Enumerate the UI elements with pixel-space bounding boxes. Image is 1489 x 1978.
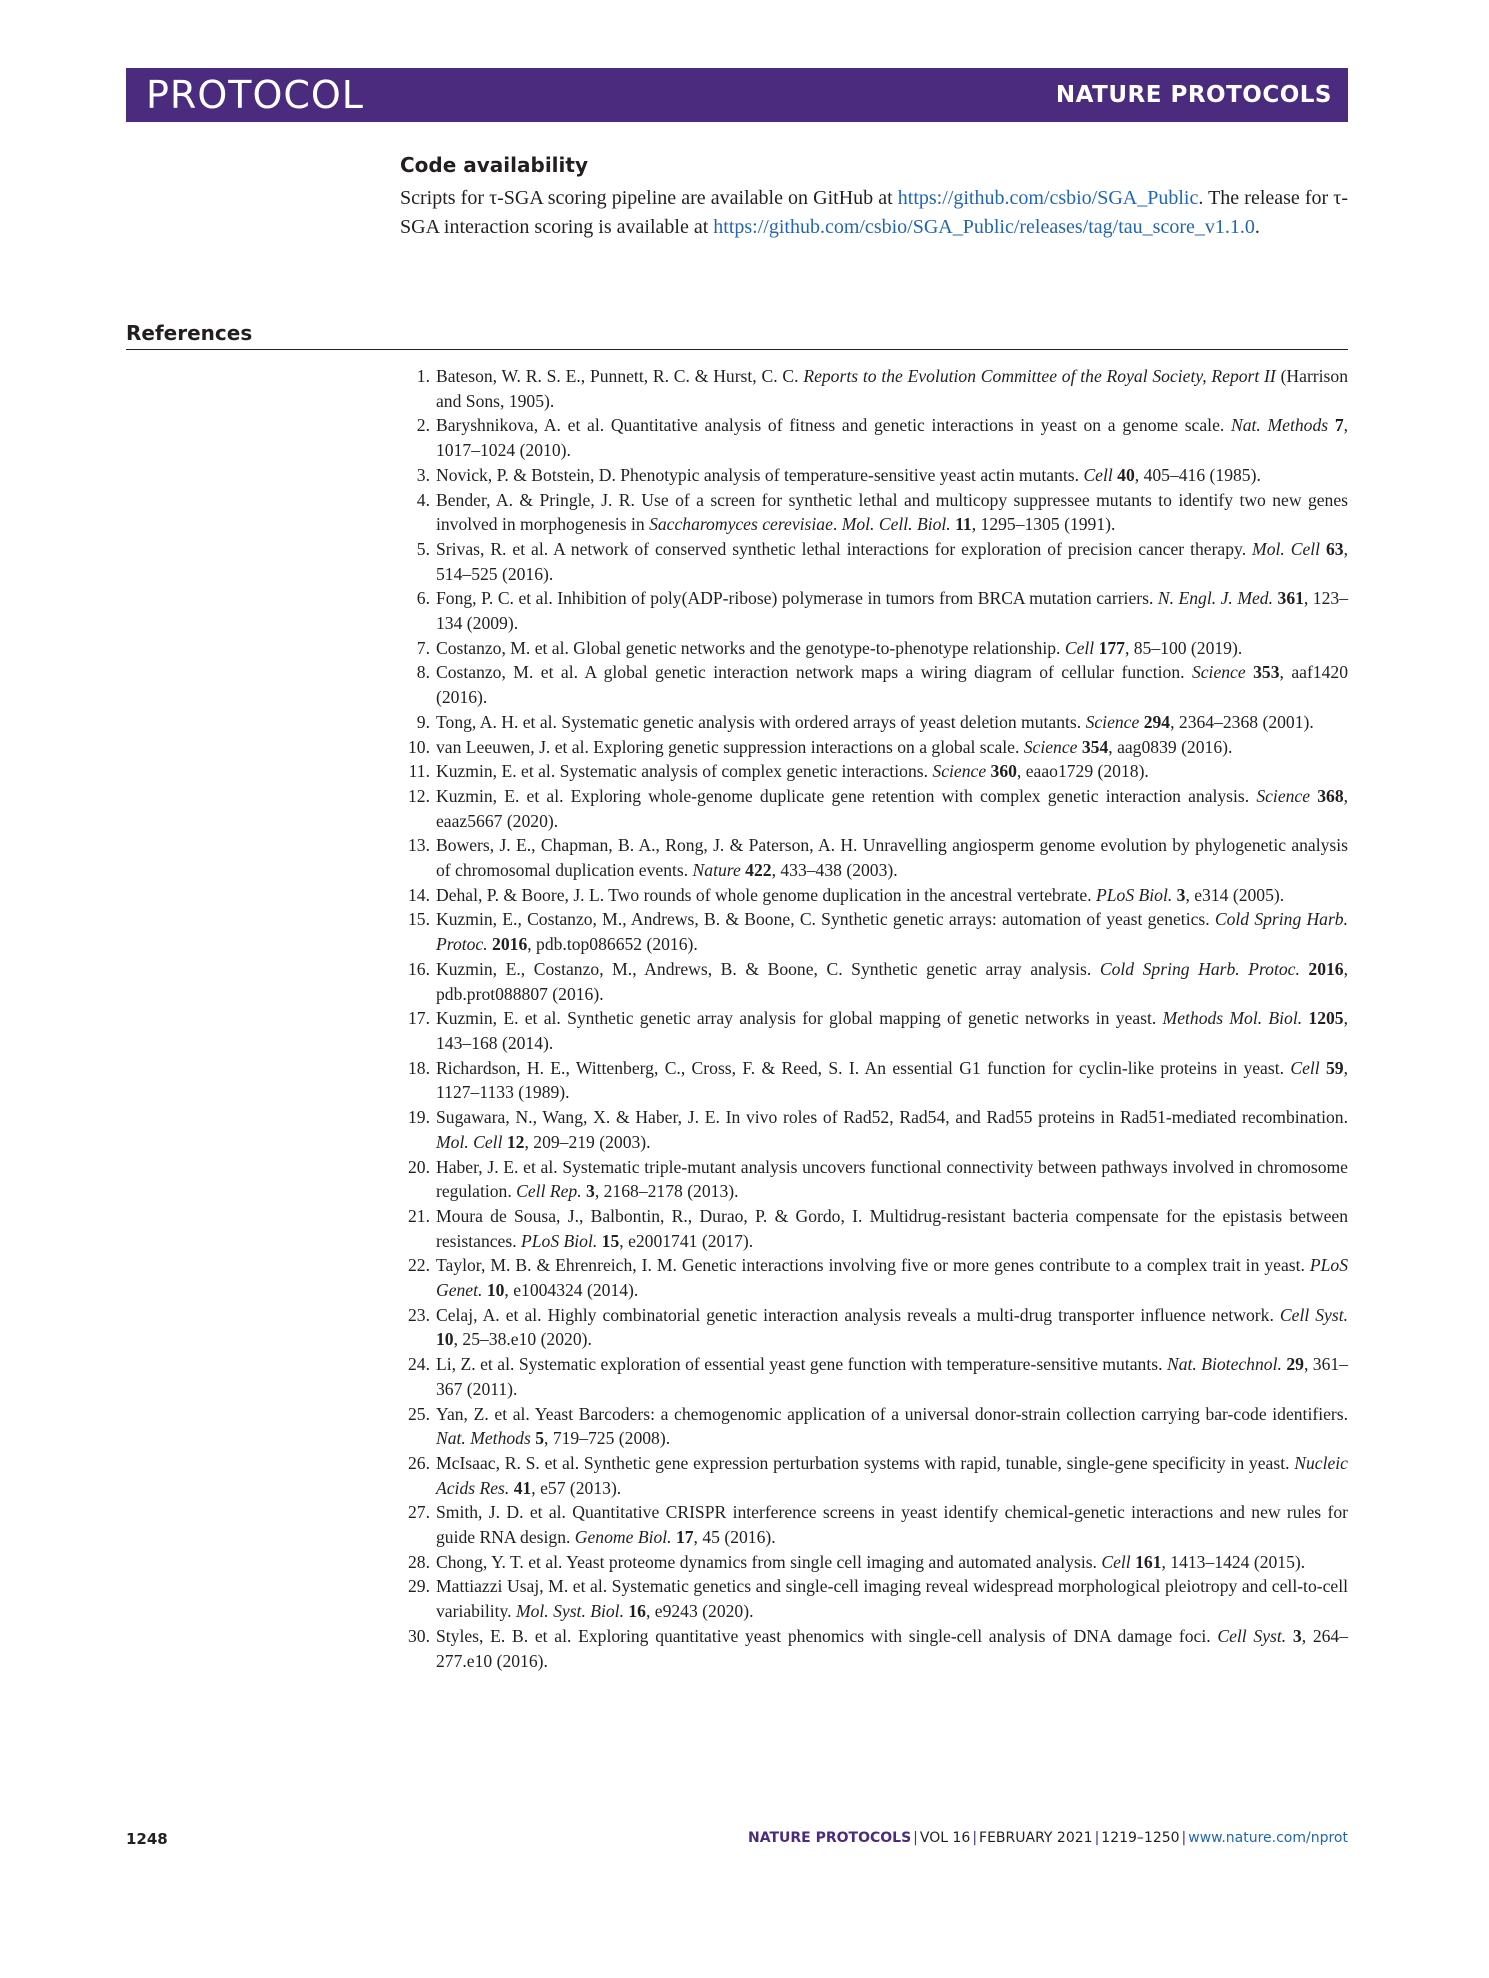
reference-text: Richardson, H. E., Wittenberg, C., Cross, F. & Reed, S. I. An essential G1 function for cyclin-like proteins in yeast. Cell 59, 1127–1133 (1989). [436,1057,1348,1103]
reference-item [400,1006,1348,1055]
footer-separator: | [913,1830,918,1846]
reference-item [400,784,1348,833]
reference-number: 17. [408,1008,430,1029]
reference-text: Fong, P. C. et al. Inhibition of poly(ADP-ribose) polymerase in tumors from BRCA mutation carriers. N. Engl. J. Med. 361, 123–134 (2009). [436,588,1348,634]
reference-number: 26. [408,1452,430,1473]
reference-item [400,1303,1348,1352]
reference-item [400,759,1348,784]
page-number: 1248 [126,1830,168,1848]
reference-number: 9. [416,711,430,732]
reference-number: 27. [408,1502,430,1523]
reference-item [400,883,1348,908]
reference-item [400,957,1348,1006]
reference-text: Kuzmin, E. et al. Systematic analysis of complex genetic interactions. Science 360, eaao1729 (2018). [436,761,1149,782]
reference-text: Mattiazzi Usaj, M. et al. Systematic genetics and single-cell imaging reveal widespread morphological pleiotropy and cell-to-cell variability. Mol. Syst. Biol. 16, e9243 (2020). [436,1576,1348,1622]
reference-text: Sugawara, N., Wang, X. & Haber, J. E. In vivo roles of Rad52, Rad54, and Rad55 proteins in Rad51-mediated recombination. Mol. Cell 12, 209–219 (2003). [436,1107,1348,1152]
section-label: PROTOCOL [146,73,364,117]
reference-text: Novick, P. & Botstein, D. Phenotypic analysis of temperature-sensitive yeast actin mutants. Cell 40, 405–416 (1985). [436,464,1261,485]
reference-item [400,463,1348,488]
code-text-3: . [1254,216,1260,238]
reference-item [400,660,1348,709]
reference-item [400,735,1348,760]
reference-text: Moura de Sousa, J., Balbontin, R., Durao, P. & Gordo, I. Multidrug-resistant bacteria compensate for the epistasis between resistances. PLoS Biol. 15, e2001741 (2017). [436,1205,1348,1251]
reference-number: 16. [408,958,430,979]
footer-volume: VOL 16 [919,1830,971,1846]
footer-citation [748,1830,1348,1846]
reference-item [400,537,1348,586]
reference-item [400,907,1348,956]
reference-text: Costanzo, M. et al. Global genetic networks and the genotype-to-phenotype relationship. Cell 177, 85–100 (2019). [436,637,1243,658]
release-link[interactable]: https://github.com/csbio/SGA_Public/releases/tag/tau_score_v1.1.0 [713,216,1255,238]
reference-list [400,364,1348,1673]
reference-text: Baryshnikova, A. et al. Quantitative analysis of fitness and genetic interactions in yeast on a genome scale. Nat. Methods 7, 1017–1024 (2010). [436,415,1349,461]
reference-text: Kuzmin, E. et al. Synthetic genetic array analysis for global mapping of genetic networks in yeast. Methods Mol. Biol. 1205, 143–168 (2014). [436,1008,1348,1053]
reference-item [400,364,1348,413]
reference-text: Bowers, J. E., Chapman, B. A., Rong, J. & Paterson, A. H. Unravelling angiosperm genome evolution by phylogenetic analysis of chromosomal duplication events. Nature 422, 433–438 (2003). [436,835,1348,881]
reference-text: Chong, Y. T. et al. Yeast proteome dynamics from single cell imaging and automated analysis. Cell 161, 1413–1424 (2015). [436,1551,1306,1572]
reference-number: 12. [408,785,430,806]
reference-number: 6. [416,588,430,609]
reference-text: Celaj, A. et al. Highly combinatorial genetic interaction analysis reveals a multi-drug transporter influence network. Cell Syst. 10, 25–38.e10 (2020). [436,1304,1349,1350]
reference-text: Bender, A. & Pringle, J. R. Use of a screen for synthetic lethal and multicopy suppressee mutants to identify two new genes involved in morphogenesis in Saccharomyces cerevisiae. Mol. Cell. Biol. 11, 1295–1305 (1991). [436,489,1348,535]
reference-number: 22. [408,1255,430,1276]
reference-number: 10. [408,736,430,757]
reference-text: Tong, A. H. et al. Systematic genetic analysis with ordered arrays of yeast deletion mutants. Science 294, 2364–2368 (2001). [436,711,1314,732]
reference-text: Styles, E. B. et al. Exploring quantitative yeast phenomics with single-cell analysis of DNA damage foci. Cell Syst. 3, 264–277.e10 (2016). [436,1625,1349,1671]
reference-text: Dehal, P. & Boore, J. L. Two rounds of whole genome duplication in the ancestral vertebrate. PLoS Biol. 3, e314 (2005). [436,884,1285,905]
reference-item [400,636,1348,661]
footer-journal: NATURE PROTOCOLS [747,1830,912,1846]
header-bar [126,68,1348,122]
reference-item [400,1253,1348,1302]
reference-text: Costanzo, M. et al. A global genetic interaction network maps a wiring diagram of cellular function. Science 353, aaf1420 (2016). [436,662,1348,708]
footer-separator: | [1181,1830,1187,1846]
code-text-1: Scripts for τ-SGA scoring pipeline are available on GitHub at [400,187,898,209]
reference-number: 28. [408,1551,430,1572]
reference-number: 21. [408,1205,430,1226]
reference-number: 3. [416,464,430,485]
reference-number: 7. [416,637,430,658]
code-text-2: . The release for τ-SGA interaction scoring is available at [400,187,1349,238]
reference-number: 14. [408,884,430,905]
reference-item [400,1155,1348,1204]
reference-item [400,1451,1348,1500]
reference-text: Bateson, W. R. S. E., Punnett, R. C. & Hurst, C. C. Reports to the Evolution Committee of the Royal Society, Report II (Harrison and Sons, 1905). [436,366,1348,411]
reference-number: 5. [416,538,430,559]
reference-item [400,1056,1348,1105]
reference-number: 13. [408,835,430,856]
reference-item [400,1105,1348,1154]
reference-text: Srivas, R. et al. A network of conserved synthetic lethal interactions for exploration of precision cancer therapy. Mol. Cell 63, 514–525 (2016). [436,538,1348,584]
reference-item [400,1550,1348,1575]
reference-item [400,1574,1348,1623]
reference-item [400,710,1348,735]
reference-text: Kuzmin, E. et al. Exploring whole-genome duplicate gene retention with complex genetic interaction analysis. Science 368, eaaz5667 (2020). [436,785,1349,831]
references-heading: References [126,320,1348,350]
reference-number: 18. [408,1057,430,1078]
reference-number: 4. [416,489,430,510]
footer-pages: 1219–1250 [1101,1830,1180,1846]
reference-number: 15. [408,909,430,930]
reference-text: McIsaac, R. S. et al. Synthetic gene expression perturbation systems with rapid, tunable, single-gene specificity in yeast. Nucleic Acids Res. 41, e57 (2013). [436,1452,1348,1498]
reference-item [400,413,1348,462]
reference-text: Yan, Z. et al. Yeast Barcoders: a chemogenomic application of a universal donor-strain collection carrying bar-code identifiers. Nat. Methods 5, 719–725 (2008). [436,1403,1348,1449]
reference-item [400,488,1348,537]
reference-item [400,1500,1348,1549]
reference-text: Kuzmin, E., Costanzo, M., Andrews, B. & Boone, C. Synthetic genetic array analysis. Cold Spring Harb. Protoc. 2016, pdb.prot088807 (2016). [436,958,1348,1004]
reference-number: 30. [408,1625,430,1646]
reference-text: Smith, J. D. et al. Quantitative CRISPR interference screens in yeast identify chemical-genetic interactions and new rules for guide RNA design. Genome Biol. 17, 45 (2016). [436,1502,1348,1548]
footer-separator: | [1094,1830,1100,1846]
reference-text: Taylor, M. B. & Ehrenreich, I. M. Genetic interactions involving five or more genes contribute to a complex trait in yeast. PLoS Genet. 10, e1004324 (2014). [436,1255,1348,1301]
reference-text: Kuzmin, E., Costanzo, M., Andrews, B. & Boone, C. Synthetic genetic arrays: automation of yeast genetics. Cold Spring Harb. Protoc. 2016, pdb.top086652 (2016). [436,909,1349,955]
code-availability-section [400,152,1348,242]
reference-number: 1. [416,366,430,386]
reference-item [400,833,1348,882]
reference-text: Li, Z. et al. Systematic exploration of essential yeast gene function with temperature-sensitive mutants. Nat. Biotechnol. 29, 361–367 (2011). [436,1354,1348,1399]
reference-item [400,1352,1348,1401]
reference-item [400,586,1348,635]
github-link[interactable]: https://github.com/csbio/SGA_Public [897,187,1199,209]
reference-number: 19. [408,1107,430,1128]
reference-number: 20. [408,1156,430,1177]
reference-item [400,1624,1348,1673]
reference-item [400,1402,1348,1451]
reference-number: 29. [408,1576,430,1597]
reference-text: Haber, J. E. et al. Systematic triple-mutant analysis uncovers functional connectivity between pathways involved in chromosome regulation. Cell Rep. 3, 2168–2178 (2013). [436,1156,1348,1202]
reference-number: 2. [416,415,430,436]
footer-separator: | [972,1830,978,1846]
reference-number: 25. [408,1403,430,1424]
footer-url-link[interactable]: www.nature.com/nprot [1188,1830,1348,1846]
code-availability-heading: Code availability [400,153,588,177]
footer-date: FEBRUARY 2021 [979,1830,1093,1846]
reference-item [400,1204,1348,1253]
reference-text: van Leeuwen, J. et al. Exploring genetic suppression interactions on a global scale. Science 354, aag0839 (2016). [436,736,1233,757]
journal-name: NATURE PROTOCOLS [1055,82,1332,108]
code-availability-text [400,184,1348,242]
reference-number: 24. [408,1354,430,1375]
reference-number: 11. [408,761,430,782]
reference-number: 8. [416,662,430,683]
reference-number: 23. [408,1304,430,1325]
